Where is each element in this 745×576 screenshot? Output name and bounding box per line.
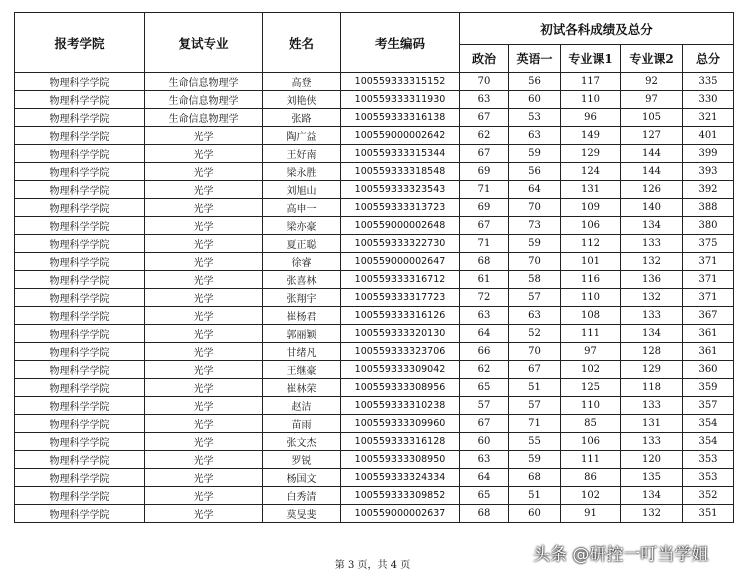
cell-id: 100559333316128 bbox=[341, 433, 460, 451]
cell-course1: 129 bbox=[561, 145, 621, 163]
cell-course1: 96 bbox=[561, 109, 621, 127]
cell-total: 393 bbox=[683, 163, 734, 181]
cell-english: 63 bbox=[509, 127, 561, 145]
cell-politics: 63 bbox=[460, 451, 509, 469]
cell-course2: 120 bbox=[621, 451, 683, 469]
table-row bbox=[15, 217, 734, 235]
cell-major: 光学 bbox=[145, 199, 263, 217]
cell-course2: 135 bbox=[621, 469, 683, 487]
cell-major: 光学 bbox=[145, 127, 263, 145]
cell-id: 100559000002647 bbox=[341, 253, 460, 271]
table-row bbox=[15, 145, 734, 163]
cell-major: 生命信息物理学 bbox=[145, 109, 263, 127]
table-row bbox=[15, 379, 734, 397]
cell-major: 光学 bbox=[145, 325, 263, 343]
cell-course1: 108 bbox=[561, 307, 621, 325]
cell-college: 物理科学学院 bbox=[15, 451, 145, 469]
cell-total: 351 bbox=[683, 505, 734, 523]
cell-course1: 85 bbox=[561, 415, 621, 433]
cell-college: 物理科学学院 bbox=[15, 235, 145, 253]
cell-english: 53 bbox=[509, 109, 561, 127]
table-row bbox=[15, 307, 734, 325]
table-row bbox=[15, 181, 734, 199]
cell-course1: 106 bbox=[561, 433, 621, 451]
cell-politics: 68 bbox=[460, 253, 509, 271]
cell-english: 59 bbox=[509, 451, 561, 469]
cell-course1: 97 bbox=[561, 343, 621, 361]
cell-name: 王继豪 bbox=[263, 361, 341, 379]
cell-total: 353 bbox=[683, 469, 734, 487]
cell-name: 张喜林 bbox=[263, 271, 341, 289]
cell-politics: 61 bbox=[460, 271, 509, 289]
cell-id: 100559000002648 bbox=[341, 217, 460, 235]
cell-english: 51 bbox=[509, 487, 561, 505]
cell-major: 光学 bbox=[145, 397, 263, 415]
cell-course2: 129 bbox=[621, 361, 683, 379]
cell-major: 光学 bbox=[145, 469, 263, 487]
cell-course2: 133 bbox=[621, 235, 683, 253]
cell-college: 物理科学学院 bbox=[15, 163, 145, 181]
cell-course2: 105 bbox=[621, 109, 683, 127]
table-row bbox=[15, 469, 734, 487]
cell-course2: 132 bbox=[621, 505, 683, 523]
cell-college: 物理科学学院 bbox=[15, 469, 145, 487]
cell-english: 58 bbox=[509, 271, 561, 289]
table-row bbox=[15, 451, 734, 469]
cell-total: 401 bbox=[683, 127, 734, 145]
cell-major: 光学 bbox=[145, 217, 263, 235]
cell-total: 335 bbox=[683, 73, 734, 91]
cell-name: 郭丽颖 bbox=[263, 325, 341, 343]
cell-college: 物理科学学院 bbox=[15, 487, 145, 505]
cell-major: 光学 bbox=[145, 235, 263, 253]
cell-course1: 109 bbox=[561, 199, 621, 217]
table-row bbox=[15, 235, 734, 253]
cell-english: 63 bbox=[509, 307, 561, 325]
cell-major: 生命信息物理学 bbox=[145, 73, 263, 91]
cell-politics: 65 bbox=[460, 379, 509, 397]
cell-name: 张路 bbox=[263, 109, 341, 127]
cell-total: 361 bbox=[683, 343, 734, 361]
cell-politics: 62 bbox=[460, 127, 509, 145]
cell-english: 55 bbox=[509, 433, 561, 451]
cell-course2: 132 bbox=[621, 253, 683, 271]
cell-name: 刘艳侠 bbox=[263, 91, 341, 109]
table-row bbox=[15, 127, 734, 145]
cell-id: 100559333323706 bbox=[341, 343, 460, 361]
header-politics: 政治 bbox=[460, 45, 509, 73]
cell-total: 354 bbox=[683, 415, 734, 433]
cell-college: 物理科学学院 bbox=[15, 91, 145, 109]
cell-total: 354 bbox=[683, 433, 734, 451]
cell-course1: 124 bbox=[561, 163, 621, 181]
cell-name: 刘旭山 bbox=[263, 181, 341, 199]
cell-politics: 67 bbox=[460, 415, 509, 433]
cell-english: 56 bbox=[509, 163, 561, 181]
cell-politics: 63 bbox=[460, 91, 509, 109]
cell-english: 70 bbox=[509, 253, 561, 271]
cell-id: 100559333308950 bbox=[341, 451, 460, 469]
cell-id: 100559333318548 bbox=[341, 163, 460, 181]
cell-course1: 102 bbox=[561, 487, 621, 505]
cell-id: 100559333316138 bbox=[341, 109, 460, 127]
cell-total: 380 bbox=[683, 217, 734, 235]
cell-course2: 136 bbox=[621, 271, 683, 289]
cell-politics: 57 bbox=[460, 397, 509, 415]
cell-id: 100559333309960 bbox=[341, 415, 460, 433]
cell-politics: 63 bbox=[460, 307, 509, 325]
cell-total: 360 bbox=[683, 361, 734, 379]
cell-course1: 117 bbox=[561, 73, 621, 91]
cell-english: 57 bbox=[509, 397, 561, 415]
cell-major: 光学 bbox=[145, 163, 263, 181]
cell-total: 375 bbox=[683, 235, 734, 253]
cell-name: 张翔宇 bbox=[263, 289, 341, 307]
cell-major: 光学 bbox=[145, 181, 263, 199]
cell-id: 100559333310238 bbox=[341, 397, 460, 415]
score-table bbox=[14, 12, 734, 523]
table-row bbox=[15, 271, 734, 289]
cell-college: 物理科学学院 bbox=[15, 343, 145, 361]
cell-course2: 118 bbox=[621, 379, 683, 397]
cell-course1: 149 bbox=[561, 127, 621, 145]
cell-english: 59 bbox=[509, 235, 561, 253]
cell-name: 杨国文 bbox=[263, 469, 341, 487]
table-row bbox=[15, 325, 734, 343]
cell-id: 100559333316126 bbox=[341, 307, 460, 325]
cell-course1: 110 bbox=[561, 91, 621, 109]
cell-english: 57 bbox=[509, 289, 561, 307]
header-college: 报考学院 bbox=[15, 13, 145, 73]
cell-id: 100559333324334 bbox=[341, 469, 460, 487]
cell-id: 100559333309042 bbox=[341, 361, 460, 379]
cell-total: 321 bbox=[683, 109, 734, 127]
cell-college: 物理科学学院 bbox=[15, 127, 145, 145]
cell-course1: 101 bbox=[561, 253, 621, 271]
header-total: 总分 bbox=[683, 45, 734, 73]
cell-english: 59 bbox=[509, 145, 561, 163]
cell-total: 357 bbox=[683, 397, 734, 415]
cell-total: 388 bbox=[683, 199, 734, 217]
table-row bbox=[15, 109, 734, 127]
cell-politics: 69 bbox=[460, 199, 509, 217]
table-row bbox=[15, 163, 734, 181]
table-row bbox=[15, 73, 734, 91]
cell-college: 物理科学学院 bbox=[15, 145, 145, 163]
cell-politics: 70 bbox=[460, 73, 509, 91]
cell-college: 物理科学学院 bbox=[15, 271, 145, 289]
cell-id: 100559333320130 bbox=[341, 325, 460, 343]
cell-course1: 125 bbox=[561, 379, 621, 397]
cell-name: 莫旻斐 bbox=[263, 505, 341, 523]
table-row bbox=[15, 361, 734, 379]
header-course2: 专业课2 bbox=[621, 45, 683, 73]
cell-total: 399 bbox=[683, 145, 734, 163]
cell-politics: 71 bbox=[460, 181, 509, 199]
cell-english: 68 bbox=[509, 469, 561, 487]
cell-course2: 134 bbox=[621, 325, 683, 343]
cell-total: 371 bbox=[683, 271, 734, 289]
table-row bbox=[15, 199, 734, 217]
cell-politics: 69 bbox=[460, 163, 509, 181]
cell-id: 100559333309852 bbox=[341, 487, 460, 505]
cell-course1: 106 bbox=[561, 217, 621, 235]
cell-politics: 65 bbox=[460, 487, 509, 505]
cell-course2: 126 bbox=[621, 181, 683, 199]
cell-college: 物理科学学院 bbox=[15, 415, 145, 433]
cell-name: 崔杨君 bbox=[263, 307, 341, 325]
cell-course1: 111 bbox=[561, 325, 621, 343]
cell-total: 353 bbox=[683, 451, 734, 469]
cell-college: 物理科学学院 bbox=[15, 253, 145, 271]
cell-total: 359 bbox=[683, 379, 734, 397]
cell-name: 苗雨 bbox=[263, 415, 341, 433]
cell-major: 光学 bbox=[145, 145, 263, 163]
cell-college: 物理科学学院 bbox=[15, 307, 145, 325]
cell-major: 生命信息物理学 bbox=[145, 91, 263, 109]
cell-course2: 92 bbox=[621, 73, 683, 91]
table-row bbox=[15, 91, 734, 109]
cell-name: 高申一 bbox=[263, 199, 341, 217]
cell-college: 物理科学学院 bbox=[15, 217, 145, 235]
cell-politics: 66 bbox=[460, 343, 509, 361]
cell-id: 100559333313723 bbox=[341, 199, 460, 217]
cell-id: 100559333322730 bbox=[341, 235, 460, 253]
cell-english: 60 bbox=[509, 505, 561, 523]
cell-college: 物理科学学院 bbox=[15, 505, 145, 523]
cell-total: 352 bbox=[683, 487, 734, 505]
cell-total: 371 bbox=[683, 289, 734, 307]
cell-college: 物理科学学院 bbox=[15, 109, 145, 127]
cell-major: 光学 bbox=[145, 289, 263, 307]
table-row bbox=[15, 343, 734, 361]
cell-course1: 131 bbox=[561, 181, 621, 199]
cell-course1: 110 bbox=[561, 289, 621, 307]
cell-total: 371 bbox=[683, 253, 734, 271]
cell-id: 100559333311930 bbox=[341, 91, 460, 109]
cell-major: 光学 bbox=[145, 307, 263, 325]
cell-total: 361 bbox=[683, 325, 734, 343]
cell-name: 张文杰 bbox=[263, 433, 341, 451]
cell-course1: 111 bbox=[561, 451, 621, 469]
cell-major: 光学 bbox=[145, 451, 263, 469]
cell-name: 梁亦豪 bbox=[263, 217, 341, 235]
cell-politics: 67 bbox=[460, 109, 509, 127]
cell-course2: 134 bbox=[621, 217, 683, 235]
header-major: 复试专业 bbox=[145, 13, 263, 73]
cell-total: 330 bbox=[683, 91, 734, 109]
cell-id: 100559000002637 bbox=[341, 505, 460, 523]
cell-politics: 64 bbox=[460, 469, 509, 487]
cell-course2: 131 bbox=[621, 415, 683, 433]
cell-major: 光学 bbox=[145, 361, 263, 379]
table-row bbox=[15, 433, 734, 451]
cell-course2: 128 bbox=[621, 343, 683, 361]
cell-name: 崔林荣 bbox=[263, 379, 341, 397]
header-id: 考生编码 bbox=[341, 13, 460, 73]
cell-name: 陶广益 bbox=[263, 127, 341, 145]
cell-name: 夏正聪 bbox=[263, 235, 341, 253]
cell-major: 光学 bbox=[145, 343, 263, 361]
cell-college: 物理科学学院 bbox=[15, 325, 145, 343]
cell-course1: 86 bbox=[561, 469, 621, 487]
cell-english: 70 bbox=[509, 199, 561, 217]
cell-course2: 140 bbox=[621, 199, 683, 217]
cell-college: 物理科学学院 bbox=[15, 73, 145, 91]
cell-total: 367 bbox=[683, 307, 734, 325]
cell-english: 56 bbox=[509, 73, 561, 91]
cell-course1: 102 bbox=[561, 361, 621, 379]
table-row bbox=[15, 505, 734, 523]
cell-college: 物理科学学院 bbox=[15, 361, 145, 379]
cell-politics: 68 bbox=[460, 505, 509, 523]
cell-major: 光学 bbox=[145, 415, 263, 433]
cell-major: 光学 bbox=[145, 433, 263, 451]
cell-course1: 112 bbox=[561, 235, 621, 253]
cell-english: 71 bbox=[509, 415, 561, 433]
cell-politics: 60 bbox=[460, 433, 509, 451]
cell-name: 罗锐 bbox=[263, 451, 341, 469]
cell-id: 100559333315152 bbox=[341, 73, 460, 91]
cell-total: 392 bbox=[683, 181, 734, 199]
cell-id: 100559333315344 bbox=[341, 145, 460, 163]
cell-politics: 72 bbox=[460, 289, 509, 307]
cell-major: 光学 bbox=[145, 253, 263, 271]
cell-major: 光学 bbox=[145, 379, 263, 397]
cell-english: 51 bbox=[509, 379, 561, 397]
cell-college: 物理科学学院 bbox=[15, 433, 145, 451]
cell-politics: 67 bbox=[460, 217, 509, 235]
cell-id: 100559333316712 bbox=[341, 271, 460, 289]
cell-english: 60 bbox=[509, 91, 561, 109]
cell-name: 甘绪凡 bbox=[263, 343, 341, 361]
cell-politics: 71 bbox=[460, 235, 509, 253]
cell-name: 王好南 bbox=[263, 145, 341, 163]
cell-politics: 67 bbox=[460, 145, 509, 163]
cell-course2: 132 bbox=[621, 289, 683, 307]
cell-major: 光学 bbox=[145, 271, 263, 289]
cell-english: 67 bbox=[509, 361, 561, 379]
header-course1: 专业课1 bbox=[561, 45, 621, 73]
cell-id: 100559333308956 bbox=[341, 379, 460, 397]
cell-course2: 133 bbox=[621, 307, 683, 325]
cell-name: 梁永胜 bbox=[263, 163, 341, 181]
cell-course1: 91 bbox=[561, 505, 621, 523]
cell-id: 100559000002642 bbox=[341, 127, 460, 145]
page-footer: 第 3 页，共 4 页 bbox=[334, 560, 411, 571]
cell-id: 100559333323543 bbox=[341, 181, 460, 199]
table-row bbox=[15, 415, 734, 433]
cell-course1: 116 bbox=[561, 271, 621, 289]
cell-english: 52 bbox=[509, 325, 561, 343]
cell-college: 物理科学学院 bbox=[15, 289, 145, 307]
cell-course2: 134 bbox=[621, 487, 683, 505]
header-score-group: 初试各科成绩及总分 bbox=[460, 13, 734, 45]
cell-name: 高登 bbox=[263, 73, 341, 91]
table-row bbox=[15, 253, 734, 271]
cell-english: 70 bbox=[509, 343, 561, 361]
cell-politics: 64 bbox=[460, 325, 509, 343]
header-name: 姓名 bbox=[263, 13, 341, 73]
table-row bbox=[15, 397, 734, 415]
cell-college: 物理科学学院 bbox=[15, 181, 145, 199]
cell-course2: 133 bbox=[621, 397, 683, 415]
cell-english: 64 bbox=[509, 181, 561, 199]
cell-major: 光学 bbox=[145, 487, 263, 505]
cell-college: 物理科学学院 bbox=[15, 379, 145, 397]
cell-course2: 144 bbox=[621, 163, 683, 181]
cell-course2: 97 bbox=[621, 91, 683, 109]
cell-course1: 110 bbox=[561, 397, 621, 415]
cell-course2: 127 bbox=[621, 127, 683, 145]
header-english: 英语一 bbox=[509, 45, 561, 73]
cell-name: 白秀清 bbox=[263, 487, 341, 505]
cell-english: 73 bbox=[509, 217, 561, 235]
cell-college: 物理科学学院 bbox=[15, 397, 145, 415]
table-row bbox=[15, 487, 734, 505]
cell-id: 100559333317723 bbox=[341, 289, 460, 307]
cell-politics: 62 bbox=[460, 361, 509, 379]
cell-course2: 133 bbox=[621, 433, 683, 451]
cell-name: 赵洁 bbox=[263, 397, 341, 415]
watermark: 头条 @研控一叮当学姐 bbox=[533, 545, 709, 565]
cell-course2: 144 bbox=[621, 145, 683, 163]
table-row bbox=[15, 289, 734, 307]
cell-name: 徐睿 bbox=[263, 253, 341, 271]
cell-college: 物理科学学院 bbox=[15, 199, 145, 217]
cell-major: 光学 bbox=[145, 505, 263, 523]
